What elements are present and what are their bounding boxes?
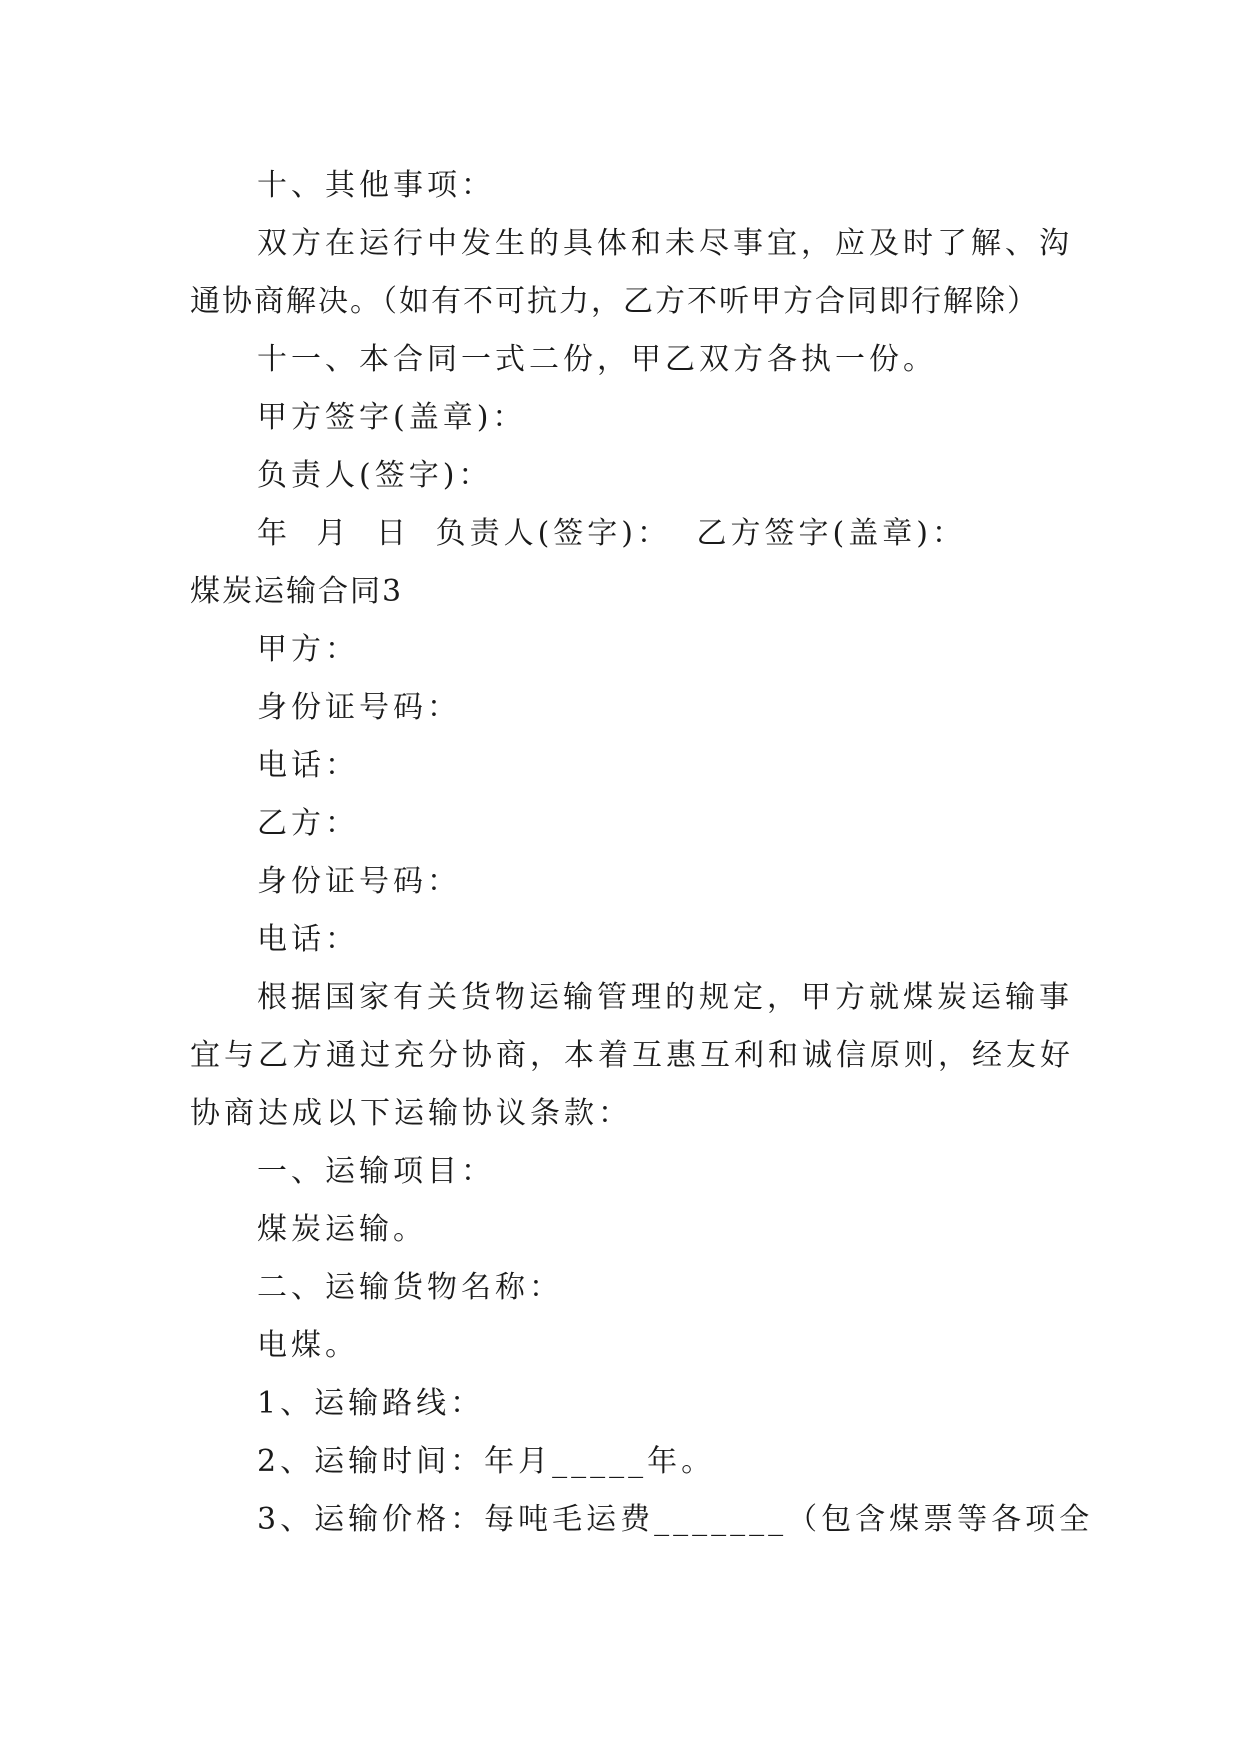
section-10-heading: 十、其他事项： <box>257 168 495 203</box>
contract-title: 煤炭运输合同3 <box>190 574 404 609</box>
paragraph-line: 双方在运行中发生的具体和未尽事宜，应及时了解、沟 <box>257 226 1073 261</box>
party-a-phone-label: 电话： <box>257 748 359 783</box>
party-a-signature-line: 甲方签字(盖章)： <box>257 400 527 435</box>
party-a-label: 甲方： <box>257 632 359 667</box>
party-b-label: 乙方： <box>257 806 359 841</box>
list-item: 2、运输时间：年月_____年。 <box>257 1444 716 1479</box>
paragraph-line: 根据国家有关货物运输管理的规定，甲方就煤炭运输事 <box>257 980 1073 1015</box>
paragraph-line: 协商达成以下运输协议条款： <box>190 1096 632 1131</box>
list-item: 1、运输路线： <box>257 1386 485 1421</box>
list-item: 3、运输价格：每吨毛运费_______（包含煤票等各项全 <box>257 1502 1094 1537</box>
paragraph-line: 宜与乙方通过充分协商，本着互惠互利和诚信原则，经友好 <box>190 1038 1074 1073</box>
paragraph-line: 通协商解决。（如有不可抗力，乙方不听甲方合同即行解除） <box>190 284 1039 319</box>
paragraph-line: 煤炭运输。 <box>257 1212 427 1247</box>
section-11-heading: 十一、本合同一式二份，甲乙双方各执一份。 <box>257 342 937 377</box>
responsible-person-signature-line: 负责人(签字)： <box>257 458 493 493</box>
paragraph-line: 电煤。 <box>257 1328 359 1363</box>
section-1-heading: 一、运输项目： <box>257 1154 495 1189</box>
party-a-id-label: 身份证号码： <box>257 690 461 725</box>
date-signature-line: 年 月 日 负责人(签字)： 乙方签字(盖章)： <box>257 516 966 551</box>
section-2-heading: 二、运输货物名称： <box>257 1270 563 1305</box>
party-b-id-label: 身份证号码： <box>257 864 461 899</box>
party-b-phone-label: 电话： <box>257 922 359 957</box>
